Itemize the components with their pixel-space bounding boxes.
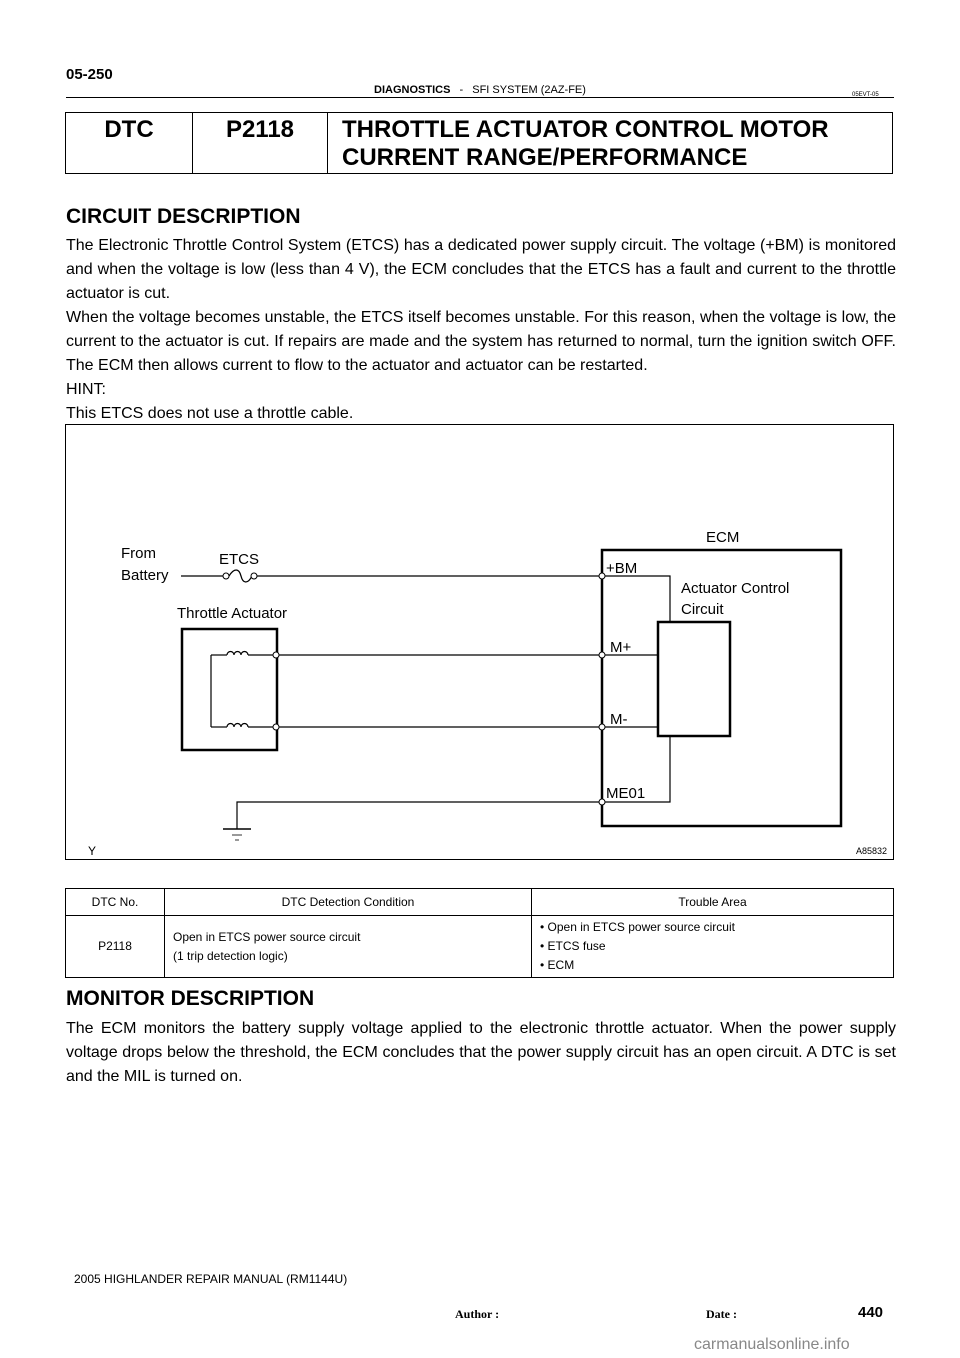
pin-me01-terminal	[599, 799, 605, 805]
pin-bm-label: +BM	[606, 560, 638, 577]
manual-footer: 2005 HIGHLANDER REPAIR MANUAL (RM1144U)	[74, 1272, 348, 1286]
dtc-table-header-cell: DTC No.	[66, 889, 165, 916]
dtc-code: P2118	[193, 113, 328, 173]
list-item: • ECM	[540, 956, 885, 975]
dtc-title	[328, 113, 892, 173]
throttle-actuator-box	[182, 629, 277, 750]
page-number: 05-250	[66, 66, 113, 83]
fuse-terminal-right	[251, 573, 257, 579]
wiring-diagram	[65, 424, 894, 860]
dtc-label: DTC	[66, 113, 193, 173]
circuit-description-heading: CIRCUIT DESCRIPTION	[66, 205, 301, 228]
circuit-description-p1: The Electronic Throttle Control System (ETCS) has a dedicated power supply circuit. The voltage (+BM) is monitored and when the voltage is low (less than 4 V), the ECM concludes that the ETCS has a fault and current to the throttle actuator is cut.	[66, 237, 896, 302]
table-row	[66, 916, 894, 978]
dtc-title-line1: THROTTLE ACTUATOR CONTROL MOTOR	[342, 116, 829, 143]
hint-text: This ETCS does not use a throttle cable.	[66, 405, 354, 422]
list-item: • Open in ETCS power source circuit	[540, 918, 885, 937]
pin-bm-terminal	[599, 573, 605, 579]
header-code: 05EVT-05	[852, 92, 879, 98]
monitor-description-body	[66, 1017, 896, 1089]
dtc-table-header-cell: Trouble Area	[532, 889, 894, 916]
header-subsection: SFI SYSTEM (2AZ-FE)	[472, 84, 586, 96]
actuator-control-box	[658, 622, 730, 736]
actuator-mplus-terminal	[273, 652, 279, 658]
dtc-title-box	[65, 112, 893, 174]
bm-internal-wire	[605, 576, 670, 622]
actuator-mminus-terminal	[273, 724, 279, 730]
actuator-control-label-1: Actuator Control	[681, 580, 790, 597]
date-label: Date :	[706, 1307, 737, 1321]
pin-mplus-label: M+	[610, 639, 632, 656]
circuit-description-p2: When the voltage becomes unstable, the ETCS itself becomes unstable. For this reason, when the voltage is low, the current to the actuator is cut. If repairs are made and the system has returned to normal, turn the ignition switch OFF. The ECM then allows current to flow to the actuator and actuator can be restarted.	[66, 309, 896, 374]
pin-mplus-terminal	[599, 652, 605, 658]
coil-upper-icon	[227, 652, 248, 656]
circuit-description-body	[66, 234, 896, 426]
footer-page-number: 440	[858, 1304, 884, 1321]
fuse-icon	[229, 570, 252, 582]
dtc-number-cell: P2118	[66, 916, 165, 978]
figure-id: A85832	[856, 846, 888, 856]
detection-condition-line: Open in ETCS power source circuit	[173, 929, 361, 944]
detection-condition-cell	[165, 916, 532, 978]
monitor-description-text: The ECM monitors the battery supply voltage applied to the electronic throttle actuator. When the power supply voltage drops below the threshold, the ECM concludes that the power supply circuit has an open circuit. A DTC is set and the MIL is turned on.	[66, 1020, 896, 1085]
watermark: carmanualsonline.info	[694, 1336, 850, 1353]
coil-lower-icon	[227, 724, 248, 728]
corner-y-label: Y	[88, 844, 97, 858]
header-section: DIAGNOSTICS	[374, 84, 451, 96]
dtc-table-header-cell: DTC Detection Condition	[165, 889, 532, 916]
trouble-area-cell	[532, 916, 894, 978]
dtc-title-line2: CURRENT RANGE/PERFORMANCE	[342, 144, 748, 171]
pin-mminus-label: M-	[610, 711, 628, 728]
header-separator: -	[459, 84, 464, 96]
running-header	[0, 84, 960, 96]
ecm-label: ECM	[706, 529, 740, 546]
actuator-control-label-2: Circuit	[681, 601, 724, 618]
throttle-actuator-label: Throttle Actuator	[177, 605, 288, 622]
ground-wire	[237, 802, 599, 829]
dtc-table-header	[66, 889, 894, 916]
fuse-label: ETCS	[219, 551, 260, 568]
author-label: Author :	[455, 1307, 500, 1321]
from-label: From	[121, 545, 156, 562]
monitor-description-heading: MONITOR DESCRIPTION	[66, 987, 315, 1010]
pin-me01-label: ME01	[606, 785, 646, 802]
wiring-diagram-svg	[66, 425, 892, 858]
battery-label: Battery	[121, 567, 169, 584]
list-item: • ETCS fuse	[540, 937, 885, 956]
detection-condition-line: (1 trip detection logic)	[173, 948, 288, 963]
fuse-terminal-left	[223, 573, 229, 579]
pin-mminus-terminal	[599, 724, 605, 730]
hint-label: HINT:	[66, 381, 106, 398]
trouble-area-list	[540, 918, 885, 975]
dtc-table	[65, 888, 894, 978]
header-rule	[66, 97, 894, 98]
